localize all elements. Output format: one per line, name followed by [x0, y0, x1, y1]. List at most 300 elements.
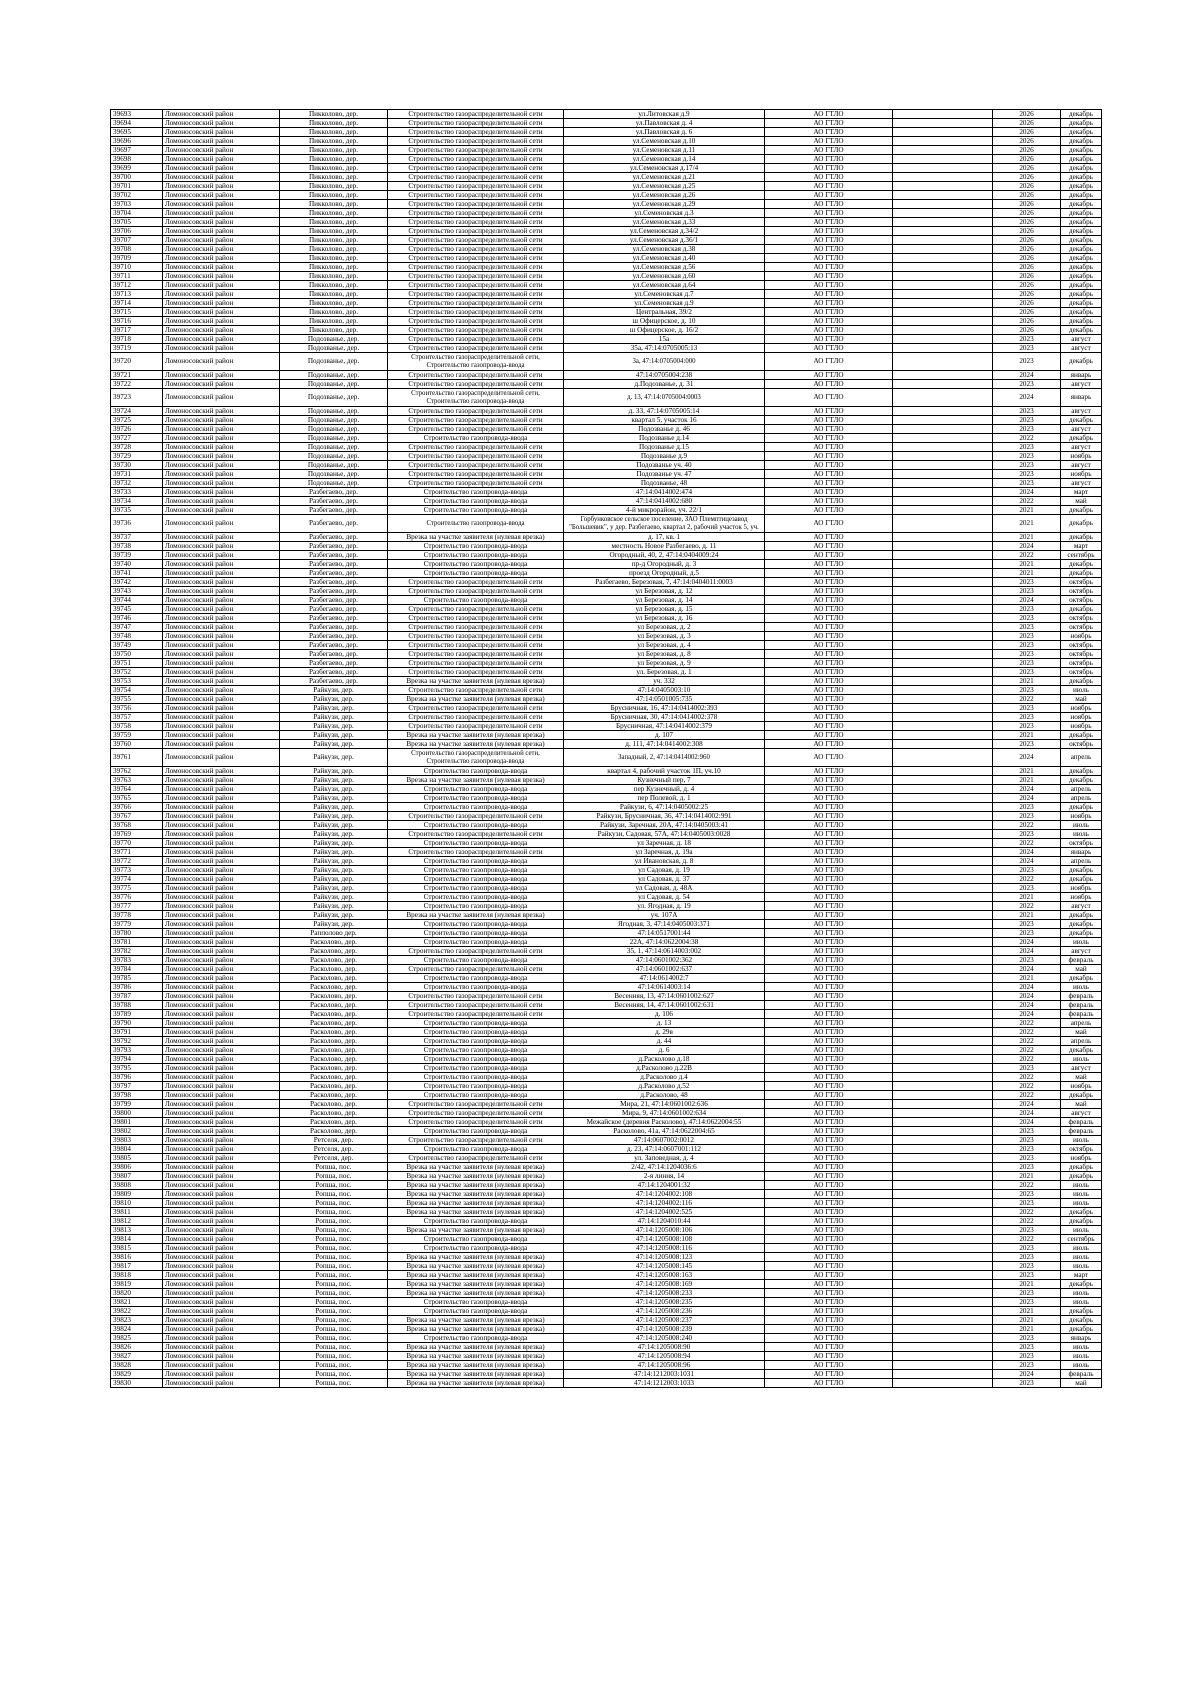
cell-contractor: АО ГТЛО	[765, 1298, 893, 1307]
cell-year: 2021	[993, 1172, 1061, 1181]
cell-empty	[893, 1235, 993, 1244]
cell-year: 2023	[993, 713, 1061, 722]
cell-settlement: Пикколово, дер.	[280, 182, 388, 191]
cell-row-number: 39754	[111, 686, 163, 695]
cell-address: ул.Семеновская д.56	[564, 263, 765, 272]
cell-district: Ломоносовский район	[163, 686, 280, 695]
cell-row-number: 39817	[111, 1262, 163, 1271]
cell-settlement: Расколово, дер.	[280, 1019, 388, 1028]
cell-year: 2024	[993, 857, 1061, 866]
cell-month: декабрь	[1061, 803, 1102, 812]
cell-year: 2021	[993, 1325, 1061, 1334]
cell-district: Ломоносовский район	[163, 1316, 280, 1325]
cell-district: Ломоносовский район	[163, 920, 280, 929]
cell-address: 47:14:0601002:362	[564, 956, 765, 965]
cell-district: Ломоносовский район	[163, 911, 280, 920]
cell-row-number: 39709	[111, 254, 163, 263]
cell-settlement: Ропша, пос.	[280, 1163, 388, 1172]
cell-month: август	[1061, 380, 1102, 389]
cell-year: 2023	[993, 866, 1061, 875]
cell-district: Ломоносовский район	[163, 1055, 280, 1064]
table-row	[111, 803, 1102, 812]
table-row	[111, 560, 1102, 569]
cell-settlement: Расколово, дер.	[280, 1118, 388, 1127]
cell-contractor: АО ГТЛО	[765, 722, 893, 731]
cell-address: д. 17, кв. 1	[564, 533, 765, 542]
cell-row-number: 39721	[111, 371, 163, 380]
cell-year: 2024	[993, 749, 1061, 767]
cell-address: ул.Семеновская д.40	[564, 254, 765, 263]
cell-month: август	[1061, 407, 1102, 416]
cell-district: Ломоносовский район	[163, 128, 280, 137]
cell-year: 2021	[993, 776, 1061, 785]
cell-settlement: Разбегаево, дер.	[280, 632, 388, 641]
cell-district: Ломоносовский район	[163, 821, 280, 830]
cell-work-type: Строительство газораспределительной сети	[388, 614, 564, 623]
cell-month: декабрь	[1061, 146, 1102, 155]
cell-address: уч. 107А	[564, 911, 765, 920]
cell-settlement: Райкузи, дер.	[280, 794, 388, 803]
cell-work-type: Строительство газопровода-ввода	[388, 974, 564, 983]
cell-contractor: АО ГТЛО	[765, 236, 893, 245]
cell-month: ноябрь	[1061, 632, 1102, 641]
cell-row-number: 39804	[111, 1145, 163, 1154]
cell-empty	[893, 461, 993, 470]
table-row	[111, 218, 1102, 227]
cell-empty	[893, 1361, 993, 1370]
table-row	[111, 533, 1102, 542]
cell-contractor: АО ГТЛО	[765, 1100, 893, 1109]
cell-work-type: Строительство газопровода-ввода	[388, 803, 564, 812]
cell-row-number: 39771	[111, 848, 163, 857]
table-row	[111, 461, 1102, 470]
cell-year: 2022	[993, 1019, 1061, 1028]
cell-year: 2023	[993, 1244, 1061, 1253]
cell-address: д. 13, 47:14:0705004:0003	[564, 389, 765, 407]
cell-contractor: АО ГТЛО	[765, 344, 893, 353]
cell-year: 2023	[993, 929, 1061, 938]
cell-month: май	[1061, 965, 1102, 974]
cell-work-type: Строительство газопровода-ввода	[388, 956, 564, 965]
table-row	[111, 335, 1102, 344]
table-row	[111, 695, 1102, 704]
cell-year: 2026	[993, 236, 1061, 245]
cell-empty	[893, 1019, 993, 1028]
cell-row-number: 39760	[111, 740, 163, 749]
table-row	[111, 542, 1102, 551]
cell-work-type: Строительство газораспределительной сети	[388, 1154, 564, 1163]
cell-year: 2022	[993, 1046, 1061, 1055]
table-row	[111, 614, 1102, 623]
cell-district: Ломоносовский район	[163, 416, 280, 425]
table-row	[111, 1262, 1102, 1271]
cell-month: декабрь	[1061, 110, 1102, 119]
cell-address: Расколово, 41а, 47:14:0622004:65	[564, 1127, 765, 1136]
cell-year: 2023	[993, 605, 1061, 614]
cell-contractor: АО ГТЛО	[765, 947, 893, 956]
cell-empty	[893, 902, 993, 911]
cell-month: ноябрь	[1061, 704, 1102, 713]
cell-address: Весенняя, 13, 47:14:0601002:627	[564, 992, 765, 1001]
cell-contractor: АО ГТЛО	[765, 866, 893, 875]
cell-year: 2023	[993, 470, 1061, 479]
table-row	[111, 578, 1102, 587]
cell-district: Ломоносовский район	[163, 1064, 280, 1073]
cell-work-type: Врезка на участке заявителя (нулевая врезка)	[388, 677, 564, 686]
cell-year: 2026	[993, 200, 1061, 209]
cell-district: Ломоносовский район	[163, 1226, 280, 1235]
cell-address: ул.Семеновская д.25	[564, 182, 765, 191]
cell-address: 47:14:0501005:735	[564, 695, 765, 704]
cell-contractor: АО ГТЛО	[765, 497, 893, 506]
cell-contractor: АО ГТЛО	[765, 164, 893, 173]
cell-settlement: Райкузи, дер.	[280, 857, 388, 866]
cell-contractor: АО ГТЛО	[765, 785, 893, 794]
cell-row-number: 39706	[111, 227, 163, 236]
cell-district: Ломоносовский район	[163, 893, 280, 902]
cell-settlement: Расколово, дер.	[280, 1046, 388, 1055]
cell-settlement: Подозванье, дер.	[280, 353, 388, 371]
table-row	[111, 1037, 1102, 1046]
cell-work-type: Строительство газопровода-ввода	[388, 1028, 564, 1037]
cell-address: ул Садовая, д. 54	[564, 893, 765, 902]
cell-contractor: АО ГТЛО	[765, 623, 893, 632]
cell-empty	[893, 704, 993, 713]
cell-year: 2022	[993, 902, 1061, 911]
cell-contractor: АО ГТЛО	[765, 470, 893, 479]
cell-settlement: Разбегаево, дер.	[280, 641, 388, 650]
cell-contractor: АО ГТЛО	[765, 848, 893, 857]
cell-work-type: Строительство газораспределительной сети, Строительство газопровода-ввода	[388, 353, 564, 371]
cell-settlement: Райкузи, дер.	[280, 695, 388, 704]
cell-contractor: АО ГТЛО	[765, 1262, 893, 1271]
cell-row-number: 39710	[111, 263, 163, 272]
cell-work-type: Врезка на участке заявителя (нулевая врезка)	[388, 1208, 564, 1217]
cell-month: август	[1061, 443, 1102, 452]
cell-settlement: Расколово, дер.	[280, 992, 388, 1001]
cell-address: д.Расколово д.18	[564, 1055, 765, 1064]
cell-contractor: АО ГТЛО	[765, 488, 893, 497]
table-row	[111, 128, 1102, 137]
cell-month: декабрь	[1061, 911, 1102, 920]
cell-settlement: Пикколово, дер.	[280, 227, 388, 236]
cell-work-type: Врезка на участке заявителя (нулевая врезка)	[388, 1199, 564, 1208]
cell-contractor: АО ГТЛО	[765, 1379, 893, 1388]
cell-empty	[893, 1199, 993, 1208]
cell-district: Ломоносовский район	[163, 1325, 280, 1334]
cell-district: Ломоносовский район	[163, 155, 280, 164]
cell-district: Ломоносовский район	[163, 1046, 280, 1055]
cell-address: пр-д Огородный, д. 3	[564, 560, 765, 569]
cell-settlement: Пикколово, дер.	[280, 218, 388, 227]
cell-work-type: Строительство газопровода-ввода	[388, 884, 564, 893]
cell-year: 2026	[993, 173, 1061, 182]
cell-settlement: Пикколово, дер.	[280, 308, 388, 317]
cell-district: Ломоносовский район	[163, 812, 280, 821]
table-row	[111, 299, 1102, 308]
cell-district: Ломоносовский район	[163, 965, 280, 974]
cell-empty	[893, 434, 993, 443]
table-row	[111, 416, 1102, 425]
table-row	[111, 317, 1102, 326]
cell-month: май	[1061, 695, 1102, 704]
cell-year: 2021	[993, 506, 1061, 515]
cell-empty	[893, 425, 993, 434]
cell-row-number: 39729	[111, 452, 163, 461]
cell-year: 2023	[993, 479, 1061, 488]
cell-settlement: Ретселя, дер.	[280, 1136, 388, 1145]
cell-month: июль	[1061, 1352, 1102, 1361]
cell-empty	[893, 938, 993, 947]
cell-settlement: Райкузи, дер.	[280, 812, 388, 821]
cell-year: 2023	[993, 623, 1061, 632]
cell-address: ул.Семеновская д.21	[564, 173, 765, 182]
cell-month: август	[1061, 1109, 1102, 1118]
cell-empty	[893, 452, 993, 461]
table-row	[111, 992, 1102, 1001]
cell-empty	[893, 1352, 993, 1361]
cell-contractor: АО ГТЛО	[765, 191, 893, 200]
cell-year: 2024	[993, 992, 1061, 1001]
cell-year: 2023	[993, 1343, 1061, 1352]
cell-settlement: Райкузи, дер.	[280, 875, 388, 884]
cell-contractor: АО ГТЛО	[765, 776, 893, 785]
cell-settlement: Разбегаево, дер.	[280, 560, 388, 569]
cell-month: декабрь	[1061, 353, 1102, 371]
cell-address: д. 106	[564, 1010, 765, 1019]
table-row	[111, 1253, 1102, 1262]
cell-contractor: АО ГТЛО	[765, 1091, 893, 1100]
cell-work-type: Врезка на участке заявителя (нулевая врезка)	[388, 1352, 564, 1361]
cell-district: Ломоносовский район	[163, 1109, 280, 1118]
cell-row-number: 39800	[111, 1109, 163, 1118]
cell-address: д. 23, 47:14:0607001:112	[564, 1145, 765, 1154]
cell-address: ул Садовая, д. 48А	[564, 884, 765, 893]
cell-year: 2022	[993, 1208, 1061, 1217]
cell-address: Брусничная, 16, 47:14:0414002:393	[564, 704, 765, 713]
cell-contractor: АО ГТЛО	[765, 839, 893, 848]
cell-contractor: АО ГТЛО	[765, 551, 893, 560]
cell-row-number: 39697	[111, 146, 163, 155]
cell-work-type: Врезка на участке заявителя (нулевая врезка)	[388, 1253, 564, 1262]
cell-empty	[893, 1298, 993, 1307]
cell-address: Мира, 9, 47:14:0601002:634	[564, 1109, 765, 1118]
cell-settlement: Райкузи, дер.	[280, 785, 388, 794]
cell-year: 2022	[993, 875, 1061, 884]
cell-year: 2024	[993, 848, 1061, 857]
cell-year: 2024	[993, 596, 1061, 605]
cell-contractor: АО ГТЛО	[765, 1280, 893, 1289]
cell-contractor: АО ГТЛО	[765, 992, 893, 1001]
cell-settlement: Пикколово, дер.	[280, 128, 388, 137]
cell-empty	[893, 146, 993, 155]
cell-work-type: Строительство газораспределительной сети	[388, 407, 564, 416]
cell-settlement: Подозванье, дер.	[280, 479, 388, 488]
table-row	[111, 209, 1102, 218]
cell-empty	[893, 1064, 993, 1073]
cell-month: ноябрь	[1061, 1154, 1102, 1163]
table-row	[111, 812, 1102, 821]
cell-district: Ломоносовский район	[163, 983, 280, 992]
cell-month: июль	[1061, 1226, 1102, 1235]
cell-work-type: Строительство газопровода-ввода	[388, 866, 564, 875]
cell-contractor: АО ГТЛО	[765, 1163, 893, 1172]
cell-district: Ломоносовский район	[163, 1199, 280, 1208]
cell-contractor: АО ГТЛО	[765, 119, 893, 128]
cell-contractor: АО ГТЛО	[765, 146, 893, 155]
cell-district: Ломоносовский район	[163, 722, 280, 731]
cell-month: май	[1061, 1379, 1102, 1388]
cell-district: Ломоносовский район	[163, 479, 280, 488]
cell-contractor: АО ГТЛО	[765, 515, 893, 533]
cell-month: декабрь	[1061, 128, 1102, 137]
cell-row-number: 39747	[111, 623, 163, 632]
cell-work-type: Врезка на участке заявителя (нулевая врезка)	[388, 1370, 564, 1379]
cell-settlement: Ропша, пос.	[280, 1172, 388, 1181]
cell-district: Ломоносовский район	[163, 119, 280, 128]
cell-year: 2023	[993, 632, 1061, 641]
table-body	[111, 110, 1102, 1388]
cell-contractor: АО ГТЛО	[765, 695, 893, 704]
cell-contractor: АО ГТЛО	[765, 1154, 893, 1163]
cell-contractor: АО ГТЛО	[765, 983, 893, 992]
cell-contractor: АО ГТЛО	[765, 1199, 893, 1208]
cell-month: октябрь	[1061, 740, 1102, 749]
table-row	[111, 596, 1102, 605]
cell-settlement: Райкузи, дер.	[280, 713, 388, 722]
cell-empty	[893, 1154, 993, 1163]
cell-settlement: Ретселя, дер.	[280, 1145, 388, 1154]
cell-district: Ломоносовский район	[163, 209, 280, 218]
cell-address: 35а, 47:14:0705005:13	[564, 344, 765, 353]
table-row	[111, 1325, 1102, 1334]
cell-year: 2022	[993, 1235, 1061, 1244]
cell-district: Ломоносовский район	[163, 1235, 280, 1244]
cell-work-type: Врезка на участке заявителя (нулевая врезка)	[388, 1226, 564, 1235]
cell-row-number: 39699	[111, 164, 163, 173]
cell-contractor: АО ГТЛО	[765, 713, 893, 722]
cell-contractor: АО ГТЛО	[765, 1064, 893, 1073]
cell-contractor: АО ГТЛО	[765, 1352, 893, 1361]
cell-address: д. 33, 47:14:0705005:14	[564, 407, 765, 416]
cell-month: декабрь	[1061, 569, 1102, 578]
cell-year: 2023	[993, 335, 1061, 344]
cell-settlement: Райкузи, дер.	[280, 911, 388, 920]
cell-work-type: Строительство газораспределительной сети	[388, 317, 564, 326]
cell-row-number: 39810	[111, 1199, 163, 1208]
cell-month: декабрь	[1061, 245, 1102, 254]
cell-settlement: Райкузи, дер.	[280, 722, 388, 731]
cell-address: Горбунковское сельское поселение, ЗАО Племптицезавод "Большевик", у дер. Разбегаево, квартал 2, рабочий участок 5, уч.	[564, 515, 765, 533]
cell-contractor: АО ГТЛО	[765, 632, 893, 641]
cell-work-type: Строительство газопровода-ввода	[388, 515, 564, 533]
cell-address: 47:14:1204001:32	[564, 1181, 765, 1190]
cell-contractor: АО ГТЛО	[765, 200, 893, 209]
cell-row-number: 39693	[111, 110, 163, 119]
cell-contractor: АО ГТЛО	[765, 416, 893, 425]
cell-empty	[893, 650, 993, 659]
cell-settlement: Ропша, пос.	[280, 1379, 388, 1388]
table-row	[111, 1217, 1102, 1226]
cell-empty	[893, 542, 993, 551]
table-row	[111, 1082, 1102, 1091]
cell-month: февраль	[1061, 1127, 1102, 1136]
cell-contractor: АО ГТЛО	[765, 137, 893, 146]
cell-settlement: Пикколово, дер.	[280, 245, 388, 254]
cell-month: июль	[1061, 1055, 1102, 1064]
cell-year: 2021	[993, 1280, 1061, 1289]
cell-empty	[893, 605, 993, 614]
cell-contractor: АО ГТЛО	[765, 560, 893, 569]
cell-address: д. 107	[564, 731, 765, 740]
table-row	[111, 155, 1102, 164]
cell-settlement: Пикколово, дер.	[280, 200, 388, 209]
cell-empty	[893, 173, 993, 182]
cell-address: 47:14:1212003:1031	[564, 1370, 765, 1379]
cell-row-number: 39711	[111, 272, 163, 281]
cell-empty	[893, 1163, 993, 1172]
cell-settlement: Расколово, дер.	[280, 1055, 388, 1064]
cell-settlement: Ропша, пос.	[280, 1298, 388, 1307]
cell-month: июль	[1061, 1289, 1102, 1298]
cell-year: 2023	[993, 425, 1061, 434]
cell-row-number: 39724	[111, 407, 163, 416]
cell-work-type: Строительство газопровода-ввода	[388, 839, 564, 848]
cell-contractor: АО ГТЛО	[765, 533, 893, 542]
table-row	[111, 884, 1102, 893]
cell-year: 2023	[993, 803, 1061, 812]
cell-row-number: 39785	[111, 974, 163, 983]
cell-address: ул Березовая, д. 2	[564, 623, 765, 632]
cell-work-type: Строительство газопровода-ввода	[388, 506, 564, 515]
cell-address: ул.Семеновская д.11	[564, 146, 765, 155]
cell-year: 2026	[993, 191, 1061, 200]
cell-address: ул.Семеновская д.29	[564, 200, 765, 209]
cell-month: июль	[1061, 686, 1102, 695]
cell-address: д. 111, 47:14:0414002:308	[564, 740, 765, 749]
table-row	[111, 434, 1102, 443]
cell-month: декабрь	[1061, 1163, 1102, 1172]
table-row	[111, 1154, 1102, 1163]
cell-empty	[893, 911, 993, 920]
cell-year: 2023	[993, 668, 1061, 677]
cell-address: 47:14:1205008:163	[564, 1271, 765, 1280]
table-row	[111, 731, 1102, 740]
cell-month: февраль	[1061, 1370, 1102, 1379]
cell-settlement: Подозванье, дер.	[280, 335, 388, 344]
cell-month: декабрь	[1061, 308, 1102, 317]
cell-row-number: 39798	[111, 1091, 163, 1100]
cell-month: февраль	[1061, 1010, 1102, 1019]
cell-settlement: Ропша, пос.	[280, 1244, 388, 1253]
cell-address: д.Расколово д.4	[564, 1073, 765, 1082]
table-row	[111, 929, 1102, 938]
cell-settlement: Разбегаево, дер.	[280, 542, 388, 551]
table-row	[111, 263, 1102, 272]
table-row	[111, 623, 1102, 632]
cell-empty	[893, 587, 993, 596]
cell-settlement: Ропша, пос.	[280, 1199, 388, 1208]
cell-empty	[893, 920, 993, 929]
cell-month: январь	[1061, 371, 1102, 380]
cell-month: декабрь	[1061, 929, 1102, 938]
table-row	[111, 947, 1102, 956]
cell-row-number: 39741	[111, 569, 163, 578]
table-row	[111, 191, 1102, 200]
cell-month: апрель	[1061, 1037, 1102, 1046]
cell-address: Весенняя, 14, 47:14:0601002:631	[564, 1001, 765, 1010]
cell-work-type: Строительство газораспределительной сети	[388, 263, 564, 272]
